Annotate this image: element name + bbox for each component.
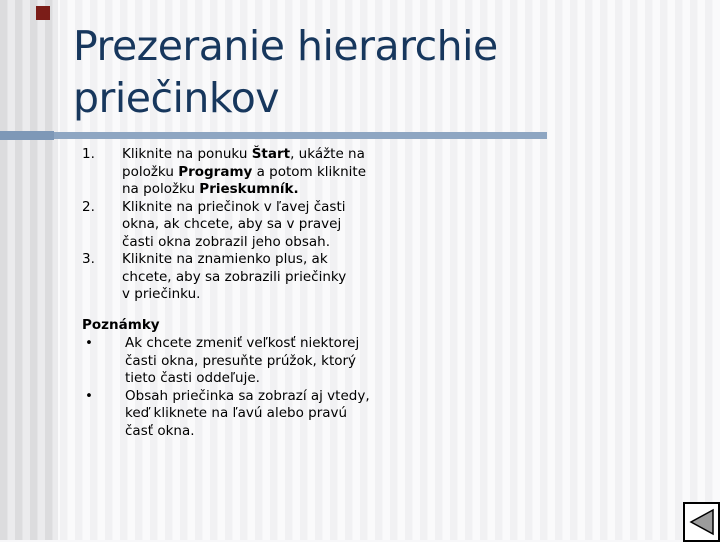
note-line: keď kliknete na ľavú alebo pravú (125, 405, 348, 421)
item-text (122, 251, 346, 304)
step-number: 3. (82, 251, 95, 267)
step-line: chcete, aby sa zobrazili priečinky (122, 268, 347, 285)
slide-title (73, 20, 498, 124)
list-item (82, 335, 370, 388)
item-text (125, 335, 359, 388)
step-line: položku Programy a potom kliknite (122, 163, 367, 180)
bullet-icon: • (85, 335, 93, 351)
list-item (82, 146, 366, 199)
notes-list (82, 335, 370, 440)
left-stripe-band (0, 0, 58, 540)
step-line: časti okna zobrazil jeho obsah. (122, 233, 331, 250)
slide-title-line-1: Prezeranie hierarchie (73, 22, 498, 70)
item-text (125, 388, 370, 441)
step-line: na položku Prieskumník. (122, 181, 299, 197)
bullet-icon: • (85, 387, 93, 404)
item-text (122, 199, 346, 252)
step-line: Kliknite na ponuku Štart, ukážte na (122, 146, 365, 162)
item-text (122, 146, 366, 199)
back-arrow-icon (688, 507, 715, 537)
note-line: časti okna, presuňte prúžok, ktorý (125, 352, 357, 369)
list-item (82, 251, 366, 304)
back-button[interactable] (683, 502, 720, 542)
step-number: 2. (82, 198, 95, 215)
note-line: tieto časti oddeľuje. (125, 370, 260, 386)
note-line: Obsah priečinka sa zobrazí aj vtedy, (125, 387, 370, 404)
step-line: v priečinku. (122, 286, 201, 302)
note-line: časť okna. (125, 422, 195, 439)
title-underline-cap (0, 131, 54, 140)
step-line: Kliknite na priečinok v ľavej časti (122, 198, 346, 215)
steps-list (82, 146, 366, 304)
step-line: okna, ak chcete, aby sa v pravej (122, 216, 342, 232)
list-item (82, 388, 370, 441)
title-underline (0, 132, 547, 139)
notes-header: Poznámky (82, 317, 160, 333)
list-item (82, 199, 366, 252)
accent-square (36, 6, 50, 20)
step-line: Kliknite na znamienko plus, ak (122, 251, 328, 267)
step-number: 1. (82, 146, 95, 162)
slide-title-line-2: priečinkov (73, 74, 280, 122)
note-line: Ak chcete zmeniť veľkosť niektorej (125, 335, 360, 351)
